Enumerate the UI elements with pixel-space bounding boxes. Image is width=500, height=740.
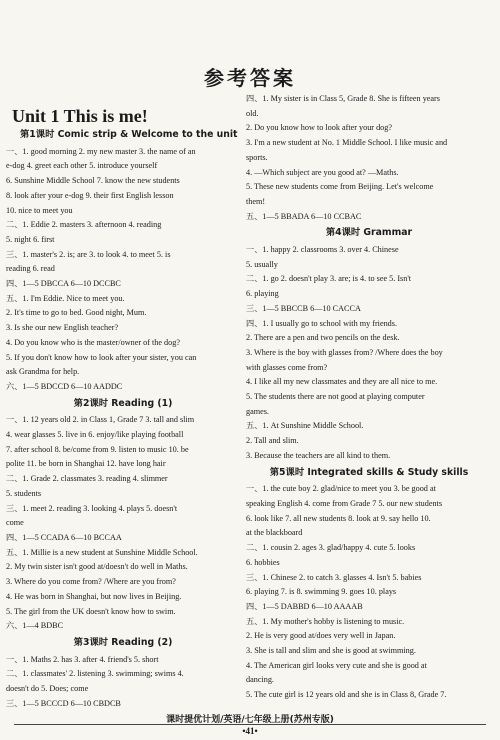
lesson-heading: 第3课时 Reading (2) <box>73 636 173 648</box>
lesson-heading: 第2课时 Reading (1) <box>73 397 173 409</box>
answer-line: 6. look like 7. all new students 8. look at 9. say hello 10. <box>246 513 431 523</box>
answer-line: 5. These new students come from Beijing. Let's welcome <box>246 182 434 192</box>
answer-line: 五、1. At Sunshine Middle School. <box>246 421 364 431</box>
answer-line: 三、1—5 BCCCD 6—10 CBDCB <box>6 698 121 708</box>
answer-line: 3. Is she our new English teacher? <box>6 323 119 333</box>
left-column <box>6 126 240 711</box>
answer-line: 3. I'm a new student at No. 1 Middle School. I like music and <box>246 138 448 148</box>
answer-line: at the blackboard <box>246 528 303 538</box>
answer-line: 2. There are a pen and two pencils on the desk. <box>246 333 400 343</box>
answer-line: 2. He is very good at/does very well in Japan. <box>246 631 396 641</box>
answer-line: 5. If you don't know how to look after your sister, you can <box>6 352 197 362</box>
answer-line: 二、1. cousin 2. ages 3. glad/happy 4. cute 5. looks <box>246 543 416 553</box>
answer-line: 3. Because the teachers are all kind to them. <box>246 450 391 460</box>
answer-line: 2. Tall and slim. <box>246 436 299 446</box>
answer-line: 二、1. go 2. doesn't play 3. are; is 4. to see 5. Isn't <box>246 274 412 284</box>
lesson-heading: 第1课时 Comic strip & Welcome to the unit <box>20 129 238 140</box>
answer-line: 三、1—5 BBCCB 6—10 CACCA <box>246 303 361 313</box>
answer-line: 二、1. classmates' 2. listening 3. swimming; swims 4. <box>6 669 184 679</box>
answer-line: 6. playing 7. is 8. swimming 9. goes 10. plays <box>246 587 397 597</box>
answer-line: 一、1. the cute boy 2. glad/nice to meet you 3. be good at <box>246 484 436 494</box>
answer-line: 四、1. I usually go to school with my friends. <box>246 318 398 328</box>
answer-line: them! <box>246 196 266 206</box>
answer-line: 6. hobbies <box>246 557 280 567</box>
answer-line: 五、1. Millie is a new student at Sunshine Middle School. <box>6 547 198 557</box>
answer-line: 三、1. Chinese 2. to catch 3. glasses 4. Isn't 5. babies <box>246 572 422 582</box>
answer-line: 二、1. Grade 2. classmates 3. reading 4. slimmer <box>6 474 168 484</box>
answer-line: 4. He was born in Shanghai, but now lives in Beijing. <box>6 591 182 601</box>
answer-line: 2. It's time to go to bed. Good night, Mum. <box>6 308 147 318</box>
answer-line: 四、1. My sister is in Class 5, Grade 8. She is fifteen years <box>246 94 440 103</box>
answer-line: 4. Do you know who is the master/owner of the dog? <box>6 337 180 347</box>
answer-line: speaking English 4. come from Grade 7 5. our new students <box>246 498 443 508</box>
lesson-heading: 第4课时 Grammar <box>325 227 413 239</box>
answer-line: 五、1—5 BBADA 6—10 CCBAC <box>246 211 362 221</box>
unit-title: Unit 1 This is me! <box>12 106 148 126</box>
answer-line: polite 11. be born in Shanghai 12. have long hair <box>6 459 166 469</box>
answer-line: 3. Where do you come from? /Where are you from? <box>6 577 176 587</box>
answer-line: 一、1. happy 2. classrooms 3. over 4. Chinese <box>246 245 399 255</box>
answer-line: with glasses come from? <box>246 362 328 372</box>
answer-line: 3. Where is the boy with glasses from? /Where does the boy <box>246 347 443 357</box>
answer-line: 三、1. meet 2. reading 3. looking 4. plays 5. doesn't <box>6 503 178 513</box>
answer-line: 5. night 6. first <box>6 234 55 244</box>
answer-line: 4. wear glasses 5. live in 6. enjoy/like playing football <box>6 430 184 440</box>
answer-line: 六、1—5 BDCCD 6—10 AADDC <box>6 381 123 391</box>
answer-line: dancing. <box>246 675 274 685</box>
footer-text: 课时提优计划/英语/七年级上册(苏州专版) <box>166 715 334 725</box>
answer-line: games. <box>246 406 269 416</box>
answer-line: 五、1. I'm Eddie. Nice to meet you. <box>6 293 125 303</box>
answer-line: e-dog 4. greet each other 5. introduce yourself <box>6 161 158 171</box>
page-title: 参考答案 <box>204 66 296 90</box>
answer-line: 六、1—4 BDBC <box>6 621 64 631</box>
answer-line: 2. My twin sister isn't good at/doesn't do well in Maths. <box>6 562 188 572</box>
answer-line: 四、1—5 CCADA 6—10 BCCAA <box>6 532 122 542</box>
answer-line: 6. playing <box>246 289 279 299</box>
right-column <box>246 92 492 703</box>
answer-line: 5. The students there are not good at playing computer <box>246 392 425 402</box>
answer-line: reading 6. read <box>6 264 55 274</box>
answer-line: 7. after school 8. be/come from 9. listen to music 10. be <box>6 444 189 454</box>
answer-line: 一、1. good morning 2. my new master 3. the name of an <box>6 146 196 156</box>
answer-line: 8. look after your e-dog 9. their first English lesson <box>6 190 174 200</box>
answer-line: 四、1—5 DBCCA 6—10 DCCBC <box>6 279 121 289</box>
answer-line: 6. Sunshine Middle School 7. know the new students <box>6 176 180 186</box>
answer-line: doesn't do 5. Does; come <box>6 684 89 694</box>
answer-line: 5. usually <box>246 259 278 269</box>
answer-line: 3. She is tall and slim and she is good at swimming. <box>246 646 416 656</box>
answer-line: 一、1. 12 years old 2. in Class 1, Grade 7 3. tall and slim <box>6 415 195 425</box>
answer-line: sports. <box>246 152 268 162</box>
answer-line: 一、1. Maths 2. has 3. after 4. friend's 5. short <box>6 654 159 664</box>
answer-line: old. <box>246 108 259 118</box>
answer-line: 2. Do you know how to look after your dog? <box>246 123 392 133</box>
answer-line: 三、1. master's 2. is; are 3. to look 4. to meet 5. is <box>6 249 171 259</box>
answer-line: 5. students <box>6 488 42 498</box>
answer-line: come <box>6 518 24 528</box>
answer-line: 4. The American girl looks very cute and she is good at <box>246 660 427 670</box>
answer-line: 5. The cute girl is 12 years old and she is in Class 8, Grade 7. <box>246 690 447 700</box>
answer-line: 二、1. Eddie 2. masters 3. afternoon 4. reading <box>6 220 162 230</box>
answer-line: 10. nice to meet you <box>6 205 73 215</box>
answer-line: 4. I like all my new classmates and they are all nice to me. <box>246 377 438 387</box>
answer-line: 五、1. My mother's hobby is listening to music. <box>246 616 405 626</box>
answer-line: 四、1—5 DABBD 6—10 AAAAB <box>246 601 363 611</box>
answer-line: 5. The girl from the UK doesn't know how to swim. <box>6 606 176 616</box>
answer-line: ask Grandma for help. <box>6 367 80 377</box>
lesson-heading: 第5课时 Integrated skills & Study skills <box>269 466 469 478</box>
answer-line: 4. —Which subject are you good at? —Maths. <box>246 167 399 177</box>
page-number: •41• <box>242 726 258 736</box>
